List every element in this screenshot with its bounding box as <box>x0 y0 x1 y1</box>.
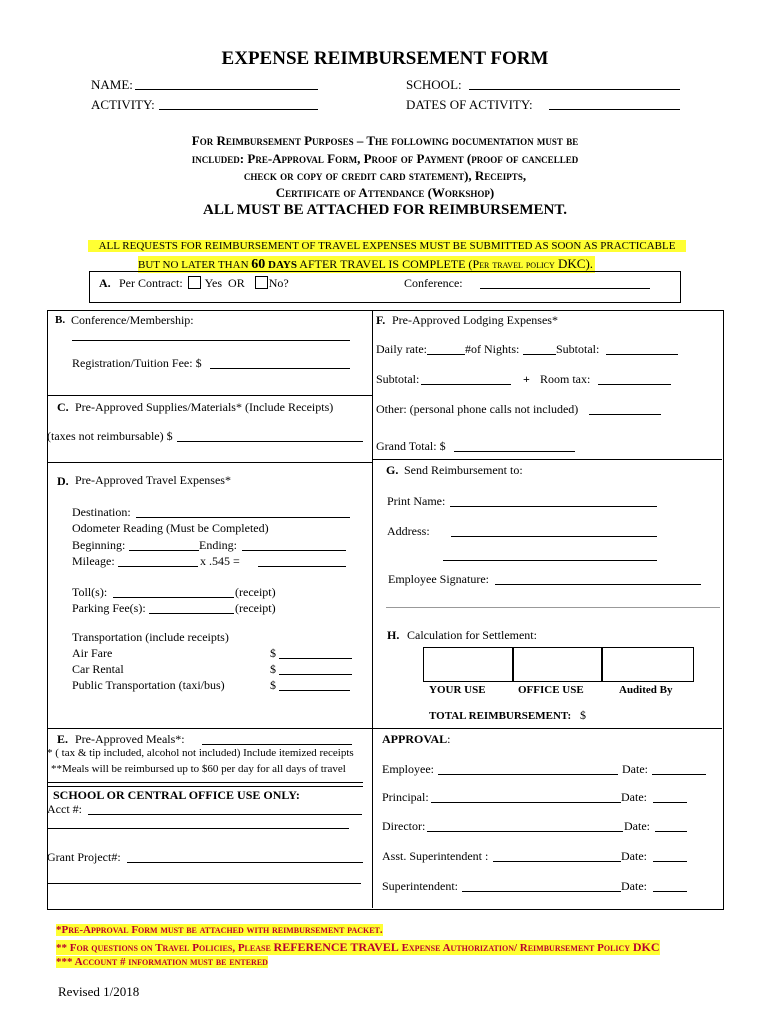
daily-rate-field[interactable] <box>427 342 465 355</box>
tolls-receipt: (receipt) <box>235 585 276 599</box>
mileage-field[interactable] <box>118 554 198 567</box>
approval-title <box>382 732 450 747</box>
approval-super-label: Superintendent: <box>382 879 458 893</box>
ending-label: Ending: <box>199 538 237 552</box>
notice-policy: Per travel policy <box>472 257 555 271</box>
per-contract-options <box>187 276 289 291</box>
section-f-label: F. <box>376 313 386 327</box>
signature-underline <box>386 607 720 608</box>
center-divider <box>372 310 373 908</box>
section-h-title: Calculation for Settlement: <box>407 628 537 642</box>
plus-sign: + <box>523 372 530 386</box>
meals-note-1: * ( tax & tip included, alcohol not included) Include itemized receipts <box>47 747 354 759</box>
approval-heading: APPROVAL <box>382 732 448 746</box>
other-label: Other: (personal phone calls not included) <box>376 402 579 416</box>
school-field[interactable] <box>469 77 680 90</box>
footnote-1: *Pre-Approval Form must be attached with reimbursement packet. <box>56 924 383 936</box>
footnote-2-a: ** For questions on Travel Policies, Please <box>56 942 274 954</box>
section-b-label: B. <box>55 314 66 326</box>
notice-end: DKC). <box>554 256 594 271</box>
approval-super-field[interactable] <box>462 879 621 892</box>
section-c-title: Pre-Approved Supplies/Materials* (Include Receipts) <box>75 400 334 414</box>
notice-days-word: DAYS <box>265 259 297 271</box>
beginning-field[interactable] <box>129 538 199 551</box>
signature-label: Employee Signature: <box>388 572 489 586</box>
section-h-label: H. <box>387 628 400 642</box>
left-divider-office-2 <box>47 786 363 787</box>
address-field-1[interactable] <box>451 524 657 537</box>
meals-note-2: **Meals will be reimbursed up to $60 per day for all days of travel <box>51 763 346 775</box>
approval-principal-label: Principal: <box>382 790 429 804</box>
address-field-2[interactable] <box>443 548 657 561</box>
dates-label: DATES OF ACTIVITY: <box>406 97 533 112</box>
left-divider-c <box>47 395 373 396</box>
parking-field[interactable] <box>149 601 234 614</box>
transport-label: Transportation (include receipts) <box>72 630 229 644</box>
subtotal-label: Subtotal: <box>556 342 600 356</box>
approval-super-date: Date: <box>621 879 647 893</box>
odometer-label: Odometer Reading (Must be Completed) <box>72 521 269 535</box>
documentation-line-4: Certificate of Attendance (Workshop) <box>275 185 495 200</box>
meals-field[interactable] <box>202 732 352 745</box>
notice-days-number: 60 <box>251 257 266 272</box>
approval-asst-super-field[interactable] <box>493 849 621 862</box>
car-rental-label: Car Rental <box>72 662 124 676</box>
print-name-label: Print Name: <box>387 494 446 508</box>
taxes-label: (taxes not reimbursable) $ <box>47 429 173 443</box>
col-office-use: OFFICE USE <box>518 684 584 696</box>
settlement-your-use-box[interactable] <box>423 647 514 682</box>
other-field[interactable] <box>589 402 661 415</box>
grand-total-label: Grand Total: $ <box>376 439 446 453</box>
acct-field-2[interactable] <box>47 816 349 829</box>
office-use-title: SCHOOL OR CENTRAL OFFICE USE ONLY: <box>53 788 300 802</box>
col-your-use: YOUR USE <box>429 684 486 696</box>
form-title: EXPENSE REIMBURSEMENT FORM <box>221 48 549 69</box>
address-label: Address: <box>387 524 430 538</box>
footnote-2-d: DKC <box>632 940 660 954</box>
documentation-line-1: For Reimbursement Purposes – The following documentation must be <box>191 133 579 148</box>
air-fare-dollar: $ <box>270 646 276 660</box>
approval-director-date: Date: <box>624 819 650 833</box>
yes-label: Yes <box>204 276 223 290</box>
approval-director-label: Director: <box>382 819 426 833</box>
name-label: NAME: <box>91 77 133 92</box>
name-field[interactable] <box>135 77 318 90</box>
footnote-3: *** Account # information must be entered <box>56 956 268 968</box>
room-tax-label: Room tax: <box>540 372 591 386</box>
total-reimbursement-label: TOTAL REIMBURSEMENT: <box>429 710 572 722</box>
section-d-label: D. <box>57 474 69 488</box>
left-divider-d <box>47 462 373 463</box>
subtotal-field[interactable] <box>606 342 678 355</box>
nights-field[interactable] <box>523 342 556 355</box>
public-transport-label: Public Transportation (taxi/bus) <box>72 678 225 692</box>
tolls-label: Toll(s): <box>72 585 108 599</box>
section-e-label: E. <box>57 732 69 746</box>
grand-total-field[interactable] <box>454 439 575 452</box>
acct-field[interactable] <box>88 802 362 815</box>
registration-fee-label: Registration/Tuition Fee: $ <box>72 356 202 370</box>
revised-date: Revised 1/2018 <box>58 984 140 999</box>
right-divider-g <box>372 459 722 460</box>
mileage-rate: x .545 = <box>200 554 240 568</box>
documentation-line-2: included: Pre-Approval Form, Proof of Payment (proof of cancelled <box>191 151 579 166</box>
documentation-line-5: ALL MUST BE ATTACHED FOR REIMBURSEMENT. <box>203 202 567 218</box>
no-label: No? <box>268 276 289 290</box>
section-c-label: C. <box>57 400 69 414</box>
destination-label: Destination: <box>72 505 131 519</box>
approval-employee-label: Employee: <box>382 762 434 776</box>
no-checkbox[interactable] <box>255 276 268 289</box>
settlement-office-use-box[interactable] <box>512 647 603 682</box>
left-divider-e <box>47 728 373 729</box>
conference-membership-field[interactable] <box>72 328 350 341</box>
approval-principal-date-field[interactable] <box>653 790 687 803</box>
grant-label: Grant Project#: <box>47 850 121 864</box>
activity-field[interactable] <box>159 97 318 110</box>
parking-label: Parking Fee(s): <box>72 601 146 615</box>
nights-label: #of Nights: <box>465 342 520 356</box>
school-label: SCHOOL: <box>406 77 462 92</box>
car-rental-dollar: $ <box>270 662 276 676</box>
conference-field[interactable] <box>480 276 650 289</box>
activity-label: ACTIVITY: <box>91 97 155 112</box>
ending-field[interactable] <box>242 538 346 551</box>
approval-employee-field[interactable] <box>438 762 618 775</box>
section-f-title: Pre-Approved Lodging Expenses* <box>392 313 558 327</box>
grant-field[interactable] <box>127 850 363 863</box>
subtotal2-field[interactable] <box>421 372 511 385</box>
conference-label: Conference: <box>404 276 463 290</box>
approval-asst-super-date: Date: <box>621 849 647 863</box>
air-fare-label: Air Fare <box>72 646 113 660</box>
public-transport-dollar: $ <box>270 678 276 692</box>
notice-line-1: ALL REQUESTS FOR REIMBURSEMENT OF TRAVEL EXPENSES MUST BE SUBMITTED AS SOON AS PRACTICABLE <box>88 240 686 252</box>
section-a-label: A. <box>99 276 111 290</box>
right-divider-approval <box>372 728 722 729</box>
settlement-audited-box[interactable] <box>601 647 694 682</box>
approval-principal-date: Date: <box>621 790 647 804</box>
approval-asst-super-date-field[interactable] <box>653 849 687 862</box>
approval-super-date-field[interactable] <box>653 879 687 892</box>
approval-asst-super-label: Asst. Superintendent : <box>382 849 489 863</box>
approval-employee-date-field[interactable] <box>652 762 706 775</box>
notice-mid: AFTER TRAVEL IS COMPLETE ( <box>296 257 473 271</box>
supplies-amount-field[interactable] <box>177 429 363 442</box>
col-audited-by: Audited By <box>619 684 673 696</box>
daily-rate-label: Daily rate: <box>376 342 427 356</box>
mileage-label: Mileage: <box>72 554 115 568</box>
approval-director-date-field[interactable] <box>655 819 687 832</box>
car-rental-field[interactable] <box>279 662 352 675</box>
section-e-title: Pre-Approved Meals*: <box>75 732 185 746</box>
footnote-2 <box>56 940 660 955</box>
section-g-label: G. <box>386 463 399 477</box>
destination-field[interactable] <box>136 505 350 518</box>
footnote-2-c: Expense Authorization/ Reimbursement Policy <box>398 942 633 954</box>
yes-checkbox[interactable] <box>188 276 201 289</box>
print-name-field[interactable] <box>450 494 657 507</box>
public-transport-field[interactable] <box>279 678 350 691</box>
grant-field-2[interactable] <box>47 871 361 884</box>
beginning-label: Beginning: <box>72 538 126 552</box>
tolls-field[interactable] <box>113 585 234 598</box>
approval-director-field[interactable] <box>427 819 623 832</box>
approval-principal-field[interactable] <box>431 790 621 803</box>
section-g-title: Send Reimbursement to: <box>404 463 523 477</box>
or-label: OR <box>228 276 245 290</box>
dates-field[interactable] <box>549 97 680 110</box>
notice-pre: BUT NO LATER THAN <box>138 259 252 271</box>
documentation-line-3: check or copy of credit card statement), Receipts, <box>243 168 527 183</box>
acct-label: Acct #: <box>47 802 82 816</box>
air-fare-field[interactable] <box>279 646 352 659</box>
approval-employee-date: Date: <box>622 762 648 776</box>
footnote-2-b: REFERENCE TRAVEL <box>273 940 399 954</box>
parking-receipt: (receipt) <box>235 601 276 615</box>
approval-colon: : <box>447 732 451 746</box>
signature-field[interactable] <box>495 572 701 585</box>
section-d-title: Pre-Approved Travel Expenses* <box>75 473 231 487</box>
left-divider-office-1 <box>47 782 363 783</box>
subtotal2-label: Subtotal: <box>376 372 420 386</box>
registration-fee-field[interactable] <box>210 356 350 369</box>
per-contract-label: Per Contract: <box>119 276 183 290</box>
total-reimbursement-dollar: $ <box>580 708 586 722</box>
mileage-total-field[interactable] <box>258 554 346 567</box>
room-tax-field[interactable] <box>598 372 671 385</box>
section-b-title: Conference/Membership: <box>71 313 194 327</box>
